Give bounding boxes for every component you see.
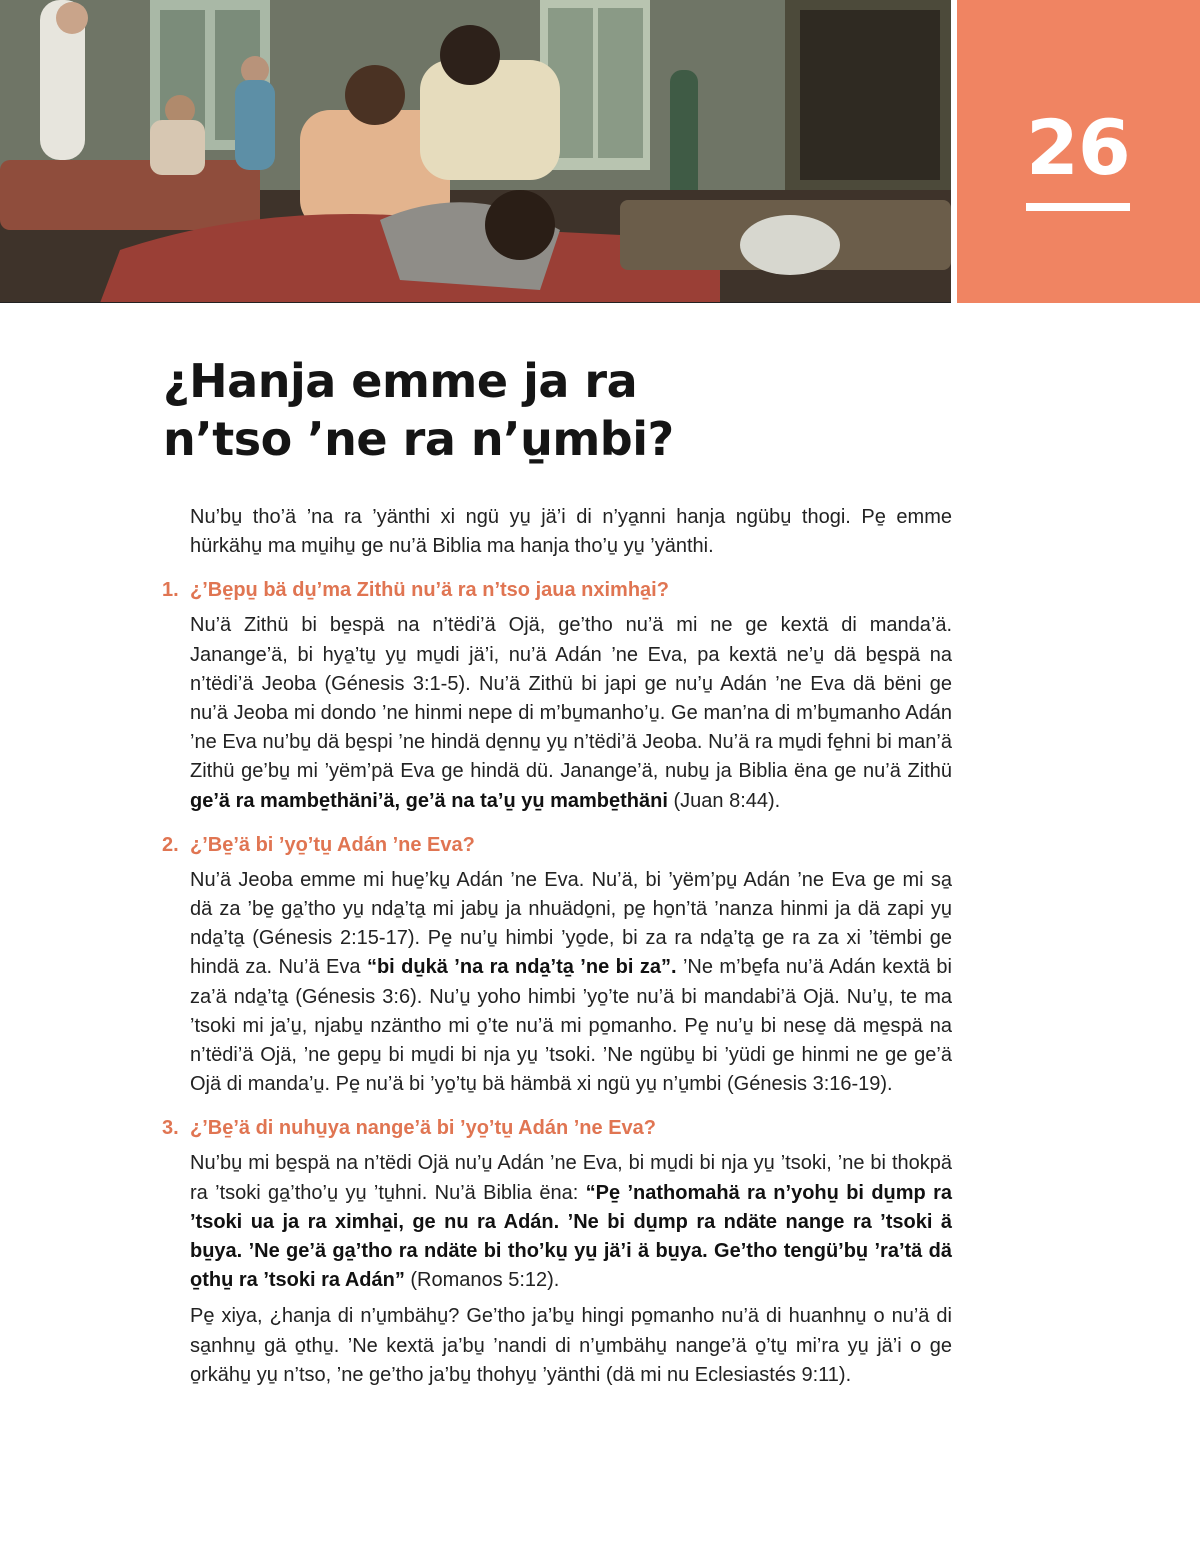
section-1-text-after: (Juan 8:44).	[667, 789, 781, 812]
section-2-paragraph	[190, 866, 952, 1100]
section-1-number: 1.	[162, 579, 179, 602]
section-1-text: Nu’ä Zithü bi be̱spä na n’tëdi’ä Ojä, ge’tho nu’ä mi ne ge kextä di manda’ä. Janange’ä, bi hya̱’tu̱ yu̱ mu̱di jä’i, nu’ä Adán ’ne Eva, pa kextä ne’u̱ dä be̱spä na n’tëdi’ä Jeoba (Génesis 3:1-5). Nu’ä Zithü bi japi ge nu’u̱ Adán ’ne Eva dä bëni ge nu’ä Jeoba mi dondo ’ne hinmi nepe di m’bu̱manho’u̱. Ge man’na di m’bu̱manho Adán ’ne Eva nu’bu̱ dä be̱spi ’ne hindä de̱nnu̱ yu̱ n’tëdi’ä Jeoba. Nu’ä ra mu̱di fe̱hni bi man’ä Zithü ge’bu̱ mi ’yëm’pä Eva ge hindä dü. Janange’ä, nubu̱ ja Biblia ëna ge nu’ä Zithü	[190, 614, 952, 783]
page-title	[163, 352, 963, 468]
section-3-number: 3.	[162, 1117, 179, 1140]
section-2-question: ¿’Be̱’ä bi ’yo̱’tu̱ Adán ’ne Eva?	[190, 833, 475, 856]
intro-paragraph: Nu’bu̱ tho’ä ’na ra ’yänthi xi ngü yu̱ jä’i di n’ya̱nni hanja ngübu̱ thogi. Pe̱ emme hürkähu̱ ma mu̱ihu̱ ge nu’ä Biblia ma hanja tho’u̱ yu̱ ’yänthi.	[190, 506, 952, 558]
section-3-text-after: (Romanos 5:12).	[404, 1269, 560, 1292]
section-2-text: Nu’ä Jeoba emme mi hue̱’ku̱ Adán ’ne Eva. Nu’ä, bi ’yëm’pu̱ Adán ’ne Eva ge mi sa̱ dä za ’be̱ ga̱’tho yu̱ nda̱’ta̱ mi jabu̱ ja nhuädo̱ni, pe̱ ho̱n’tä ’nanza hinmi ja dä zapi yu̱ nda̱’ta̱ (Génesis 2:15-17). Pe̱ nu’u̱ himbi ’yo̱de, bi za ra nda̱’ta̱ ge ra za xi ’tëmbi ge hindä za. Nu’ä Eva	[190, 868, 952, 979]
lesson-number-underline	[1026, 203, 1130, 211]
section-3-question: ¿’Be̱’ä di nuhu̱ya nange’ä bi ’yo̱’tu̱ Adán ’ne Eva?	[190, 1117, 656, 1140]
section-1-question: ¿’Be̱pu̱ bä du̱’ma Zithü nu’ä ra n’tso jaua nximha̱i?	[190, 579, 669, 602]
section-1-paragraph	[190, 611, 952, 815]
title-line-2: n’tso ’ne ra n’u̱mbi?	[163, 412, 674, 466]
section-3-paragraph-2: Pe̱ xiya, ¿hanja di n’u̱mbähu̱? Ge’tho ja’bu̱ hingi po̱manho nu’ä di huanhnu̱ o nu’ä di sa̱nhnu̱ gä o̱thu̱. ’Ne kextä ja’bu̱ ’nandi di n’u̱mbähu̱ nange’ä o̱’tu̱ mi’ra yu̱ jä’i o ge o̱rkähu̱ yu̱ n’tso, ’ne ge’tho ja’bu̱ thohyu̱ ’yänthi (dä mi nu Eclesiastés 9:11).	[190, 1305, 952, 1386]
section-2-bold-text: “bi du̱kä ’na ra nda̱’ta̱ ’ne bi za”.	[366, 956, 677, 979]
section-2-number: 2.	[162, 833, 179, 856]
hospital-photo	[0, 0, 951, 303]
section-2-text-after: ’Ne m’be̱fa nu’ä Adán kextä bi za’ä nda̱’ta̱ (Génesis 3:6). Nu’u̱ yoho himbi ’yo̱’te nu’ä bi mandabi’ä Ojä. Nu’u̱, te ma ’tsoki mi ja’u̱, njabu̱ nzäntho mi o̱’te nu’ä mi po̱manho. Pe̱ nu’u̱ bi nese̱ dä me̱spä na n’tëdi’ä Ojä, ’ne gepu̱ bi mu̱di bi nja yu̱ ’tsoki. ’Ne ngübu̱ bi ’yüdi ge hinmi ne ge ge’ä Ojä di manda’u̱. Pe̱ nu’ä bi ’yo̱’tu̱ bä hämbä xi ngü yu̱ n’u̱mbi (Génesis 3:16-19).	[190, 956, 953, 1096]
section-3-bold-quote: “Pe̱ ’nathomahä ra n’yohu̱ bi du̱mp ra ’tsoki ua ja ra ximha̱i, ge nu ra Adán. ’Ne bi du̱mp ra ndäte nange ra ’tsoki ä bu̱ya. ’Ne ge’ä ga̱’tho ra ndäte bi tho’ku̱ yu̱ jä’i ä bu̱ya. Ge’tho tengü’bu̱ ’ra’tä dä o̱thu̱ ra ’tsoki ra Adán”	[190, 1181, 953, 1292]
section-3-heading	[162, 1113, 952, 1143]
section-1-bold-text: ge’ä ra mambe̱thäni’ä, ge’ä na ta’u̱ yu̱ mambe̱thäni	[190, 789, 668, 812]
section-3-paragraph-1	[190, 1149, 952, 1295]
hospital-scene-illustration	[0, 0, 951, 303]
section-2-heading	[162, 830, 952, 860]
section-3-text: Nu’bu̱ mi be̱spä na n’tëdi Ojä nu’u̱ Adán ’ne Eva, bi mu̱di bi nja yu̱ ’tsoki, ’ne bi thokpä ra ’tsoki ga̱’tho’u̱ yu̱ ’tu̱hni. Nu’ä Biblia ëna:	[190, 1152, 952, 1204]
lesson-number: 26	[1026, 103, 1130, 192]
section-1-heading	[162, 575, 952, 605]
title-line-1: ¿Hanja emme ja ra	[163, 354, 638, 408]
lesson-content	[162, 503, 953, 1390]
